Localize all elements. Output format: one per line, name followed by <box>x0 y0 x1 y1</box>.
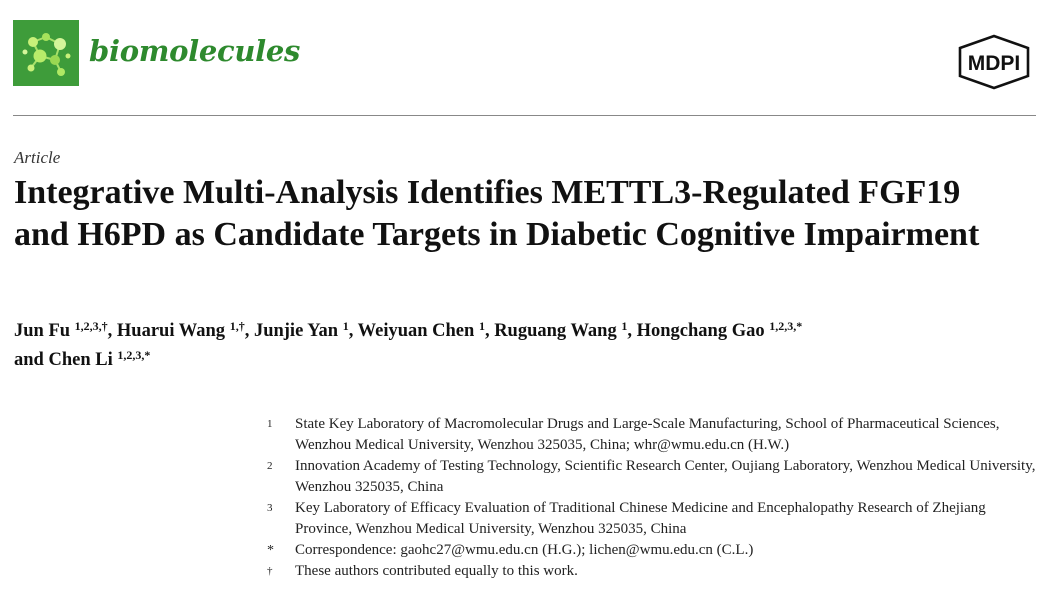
author-affiliation-marker: 1 <box>621 319 628 333</box>
author-affiliation-marker: 1,2,3,* <box>117 348 151 362</box>
author-affiliation-marker: 1,2,3,* <box>769 319 803 333</box>
affiliation-marker: 1 <box>267 418 273 430</box>
author-name: Ruguang Wang <box>494 321 617 341</box>
affiliation-list <box>267 414 1037 582</box>
journal-logo <box>13 20 79 86</box>
affiliation-marker: † <box>267 565 273 577</box>
author-name: Hongchang Gao <box>636 321 765 341</box>
affiliation-text: Innovation Academy of Testing Technology, Scientific Research Center, Oujiang Laboratory, Wenzhou Medical University, Wenzhou 325035, China <box>295 458 1036 495</box>
affiliation-text: Key Laboratory of Efficacy Evaluation of Traditional Chinese Medicine and Encephalopathy Research of Zhejiang Province, Wenzhou Medical University, Wenzhou 325035, China <box>295 500 986 537</box>
affiliation-marker: 2 <box>267 460 273 472</box>
article-type: Article <box>14 148 61 167</box>
author-separator: , <box>348 321 358 341</box>
author-name: Jun Fu <box>14 321 71 341</box>
affiliation-text: State Key Laboratory of Macromolecular Drugs and Large-Scale Manufacturing, School of Pharmaceutical Sciences, Wenzhou Medical University, Wenzhou 325035, China; whr@wmu.edu.cn (H.W.) <box>295 416 1000 453</box>
publisher-name: MDPI <box>967 52 1021 75</box>
affiliation-text: These authors contributed equally to this work. <box>295 563 578 579</box>
author-affiliation-marker: 1 <box>478 319 485 333</box>
header-divider <box>13 115 1036 116</box>
author-separator: , <box>627 321 637 341</box>
author-separator: , <box>107 321 117 341</box>
author-affiliation-marker: 1,2,3,† <box>74 319 108 333</box>
affiliation-item <box>267 456 1037 498</box>
mdpi-hexagon-icon <box>952 34 1036 90</box>
author-affiliation-marker: 1,† <box>229 319 245 333</box>
author-name: Junjie Yan <box>253 321 339 341</box>
affiliation-item <box>267 414 1037 456</box>
affiliation-item <box>267 498 1037 540</box>
molecule-network-icon <box>13 20 79 86</box>
author-list <box>14 317 1024 375</box>
author-separator: , <box>244 321 254 341</box>
affiliation-text: Correspondence: gaohc27@wmu.edu.cn (H.G.); lichen@wmu.edu.cn (C.L.) <box>295 542 754 558</box>
author-affiliation-marker: 1 <box>342 319 349 333</box>
author-name: Huarui Wang <box>116 321 226 341</box>
article-title: Integrative Multi-Analysis Identifies METTL3-Regulated FGF19 and H6PD as Candidate Targets in Diabetic Cognitive Impairment <box>14 174 980 253</box>
journal-name: biomolecules <box>89 34 301 68</box>
affiliation-item <box>267 540 1037 561</box>
author-conjunction: and <box>14 350 49 370</box>
author-name: Chen Li <box>48 350 113 370</box>
affiliation-marker: * <box>267 543 274 558</box>
author-separator: , <box>484 321 495 341</box>
affiliation-item <box>267 561 1037 582</box>
affiliation-marker: 3 <box>267 502 273 514</box>
author-name: Weiyuan Chen <box>357 321 475 341</box>
